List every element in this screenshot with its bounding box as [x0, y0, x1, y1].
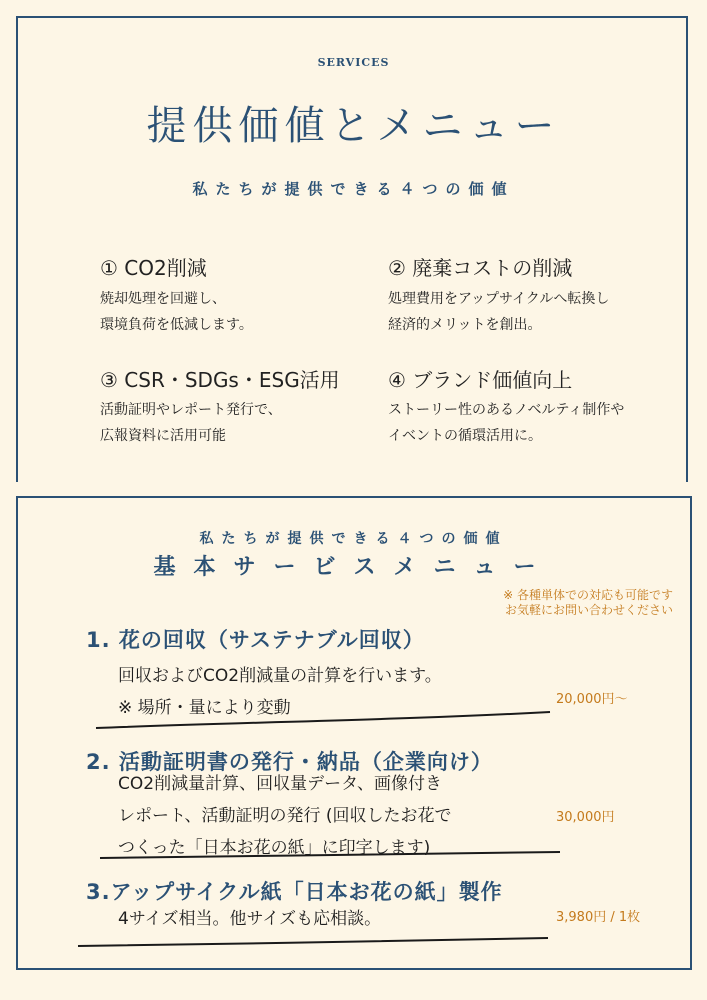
service-desc-line: レポート、活動証明の発行 (回収したお花で	[118, 806, 452, 826]
service-desc-line: ※ 場所・量により変動	[118, 698, 291, 718]
service-desc-line: つくった「日本お花の紙」に印字します)	[118, 838, 431, 858]
value-title-4: ④ ブランド価値向上	[388, 368, 573, 392]
service-desc-line: 4サイズ相当。他サイズも応相談。	[118, 909, 382, 929]
service-title-1: 1. 花の回収（サステナブル回収）	[86, 628, 425, 652]
value-desc-line: 経済的メリットを創出。	[388, 317, 542, 333]
service-desc-line: CO2削減量計算、回収量データ、画像付き	[118, 774, 443, 794]
value-desc-line: 環境負荷を低減します。	[100, 317, 253, 333]
service-title-3: 3.アップサイクル紙「日本お花の紙」製作	[86, 880, 503, 904]
service-price-2: 30,000円	[556, 810, 615, 825]
service-desc-line: 回収およびCO2削減量の計算を行います。	[118, 666, 442, 686]
value-title-1: ① CO2削減	[100, 256, 207, 280]
value-title-3: ③ CSR・SDGs・ESG活用	[100, 368, 340, 392]
underline-1	[96, 712, 550, 728]
page-title: 提供価値とメニュー	[146, 103, 561, 149]
service-title-2: 2. 活動証明書の発行・納品（企業向け）	[86, 750, 493, 774]
note-line: お気軽にお問い合わせください	[504, 603, 673, 617]
value-desc-line: 焼却処理を回避し、	[100, 291, 226, 307]
service-desc-2	[118, 768, 452, 864]
menu-subtitle: 私たちが提供できる４つの価値	[199, 531, 508, 547]
menu-title: 基本サービスメニュー	[153, 554, 554, 580]
service-desc-3	[118, 903, 381, 935]
value-desc-line: 処理費用をアップサイクルへ転換し	[388, 291, 610, 307]
value-title-2: ② 廃棄コストの削減	[388, 256, 573, 280]
values-subtitle: 私たちが提供できる４つの価値	[192, 180, 515, 198]
section-eyebrow: SERVICES	[317, 56, 390, 69]
underline-3	[78, 938, 548, 946]
value-desc-line: ストーリー性のあるノベルティ制作や	[388, 402, 625, 418]
value-desc-line: イベントの循環活用に。	[388, 428, 542, 444]
service-price-3: 3,980円 / 1枚	[556, 910, 641, 925]
note-line: ※ 各種単体での対応も可能です	[503, 588, 673, 602]
value-desc-line: 広報資料に活用可能	[100, 428, 226, 444]
value-desc-line: 活動証明やレポート発行で、	[100, 402, 282, 418]
service-price-1: 20,000円〜	[556, 692, 628, 707]
